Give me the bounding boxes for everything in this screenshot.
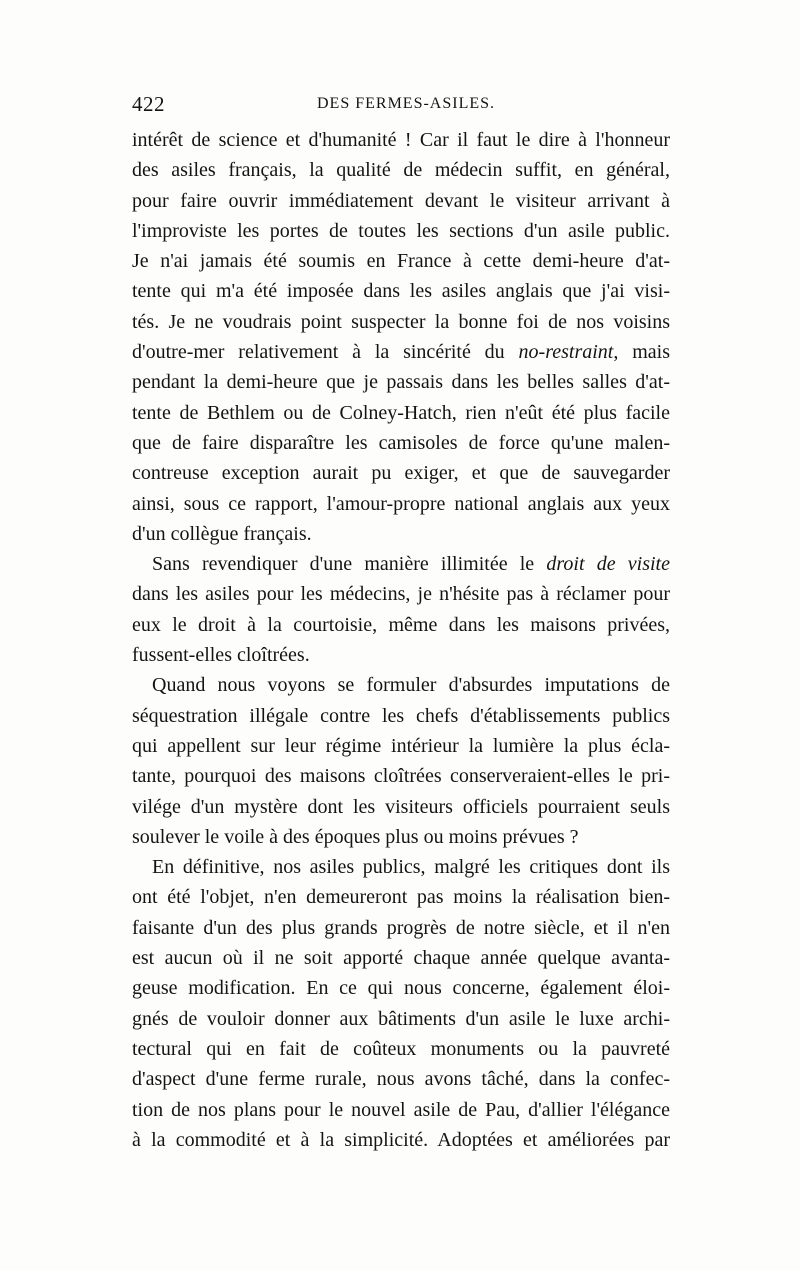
- page-header: [132, 92, 668, 116]
- text-line: d'un collègue français.: [132, 522, 312, 545]
- text-line: gnés de vouloir donner aux bâtiments d'un asile le luxe archi-: [132, 1007, 670, 1030]
- body-text: [132, 125, 670, 1155]
- text-line: [132, 307, 670, 337]
- text-segment: , mais: [613, 341, 670, 364]
- text-line: [132, 549, 670, 579]
- text-line: l'improviste les portes de toutes les sections d'un asile public.: [132, 219, 670, 242]
- text-line: séquestration illégale contre les chefs d'établissements publics: [132, 704, 670, 727]
- text-line: contreuse exception aurait pu exiger, et que de sauvegarder: [132, 462, 670, 485]
- text-line: faisante d'un des plus grands progrès de notre siècle, et il n'en: [132, 916, 670, 939]
- text-segment: d'outre-mer relativement à la sincérité du: [132, 341, 519, 364]
- text-line: que de faire disparaître les camisoles de force qu'une malen-: [132, 431, 670, 454]
- text-line: tente de Bethlem ou de Colney-Hatch, rien n'eût été plus facile: [132, 401, 670, 424]
- text-line: pour faire ouvrir immédiatement devant le visiteur arrivant à: [132, 189, 670, 212]
- text-segment: Sans revendiquer d'une manière illimitée le: [152, 553, 547, 576]
- text-line: intérêt de science et d'humanité ! Car il faut le dire à l'honneur: [132, 129, 670, 151]
- text-segment: tés. Je ne voudrais point suspecter la bonne foi de nos voisins: [132, 310, 670, 333]
- text-line: qui appellent sur leur régime intérieur la lumière la plus écla-: [132, 734, 670, 757]
- text-line: tente qui m'a été imposée dans les asiles anglais que j'ai visi-: [132, 280, 670, 303]
- text-line: [132, 337, 670, 367]
- text-line: eux le droit à la courtoisie, même dans les maisons privées,: [132, 613, 670, 636]
- text-line: tante, pourquoi des maisons cloîtrées conserveraient-elles le pri-: [132, 765, 670, 788]
- text-line: dans les asiles pour les médecins, je n'hésite pas à réclamer pour: [132, 583, 670, 606]
- text-line: des asiles français, la qualité de médecin suffit, en général,: [132, 159, 670, 182]
- text-line: tion de nos plans pour le nouvel asile de Pau, d'allier l'élégance: [132, 1098, 670, 1121]
- text-line: fussent-elles cloîtrées.: [132, 644, 310, 667]
- text-line: ainsi, sous ce rapport, l'amour-propre national anglais aux yeux: [132, 492, 670, 515]
- italic-term: droit de visite: [546, 553, 670, 576]
- text-line: geuse modification. En ce qui nous concerne, également éloi-: [132, 977, 670, 1000]
- text-line: vilége d'un mystère dont les visiteurs officiels pourraient seuls: [132, 795, 670, 818]
- text-line: est aucun où il ne soit apporté chaque année quelque avanta-: [132, 947, 670, 970]
- text-line: En définitive, nos asiles publics, malgré les critiques dont ils: [152, 856, 670, 879]
- text-line: tectural qui en fait de coûteux monuments ou la pauvreté: [132, 1037, 670, 1060]
- text-line: d'aspect d'une ferme rurale, nous avons tâché, dans la confec-: [132, 1068, 670, 1091]
- text-line: à la commodité et à la simplicité. Adoptées et améliorées par: [132, 1128, 670, 1151]
- text-line: Je n'ai jamais été soumis en France à cette demi-heure d'at-: [132, 250, 670, 273]
- text-line: soulever le voile à des époques plus ou moins prévues ?: [132, 825, 579, 848]
- text-line: Quand nous voyons se formuler d'absurdes imputations de: [152, 674, 670, 697]
- running-head: DES FERMES-ASILES.: [317, 95, 496, 112]
- page-number: 422: [132, 92, 165, 116]
- italic-term: no-restraint: [518, 341, 614, 364]
- text-line: ont été l'objet, n'en demeureront pas moins la réalisation bien-: [132, 886, 670, 909]
- text-line: pendant la demi-heure que je passais dans les belles salles d'at-: [132, 371, 670, 394]
